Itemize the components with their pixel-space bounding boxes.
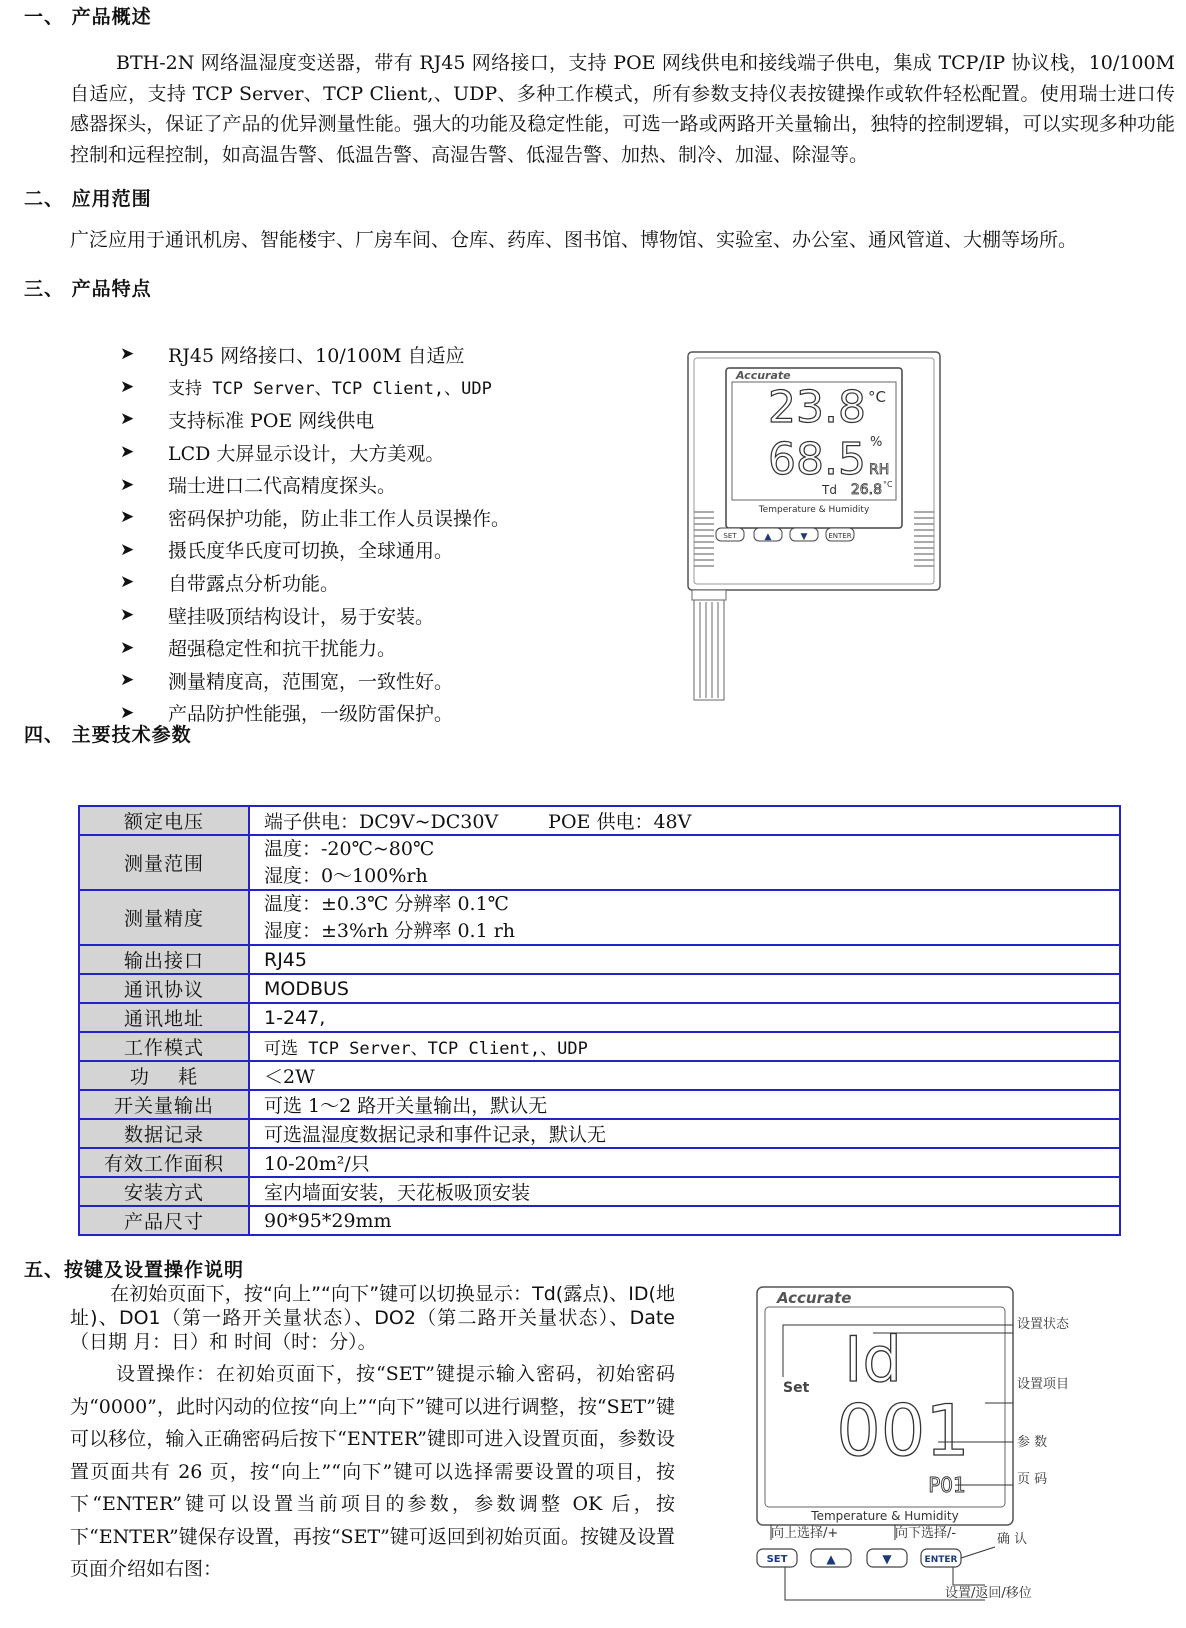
spec-key: 数据记录 (79, 1119, 249, 1148)
spec-value: 可选 TCP Server、TCP Client,、UDP (249, 1032, 1120, 1061)
label-confirm: 确 认 (997, 1532, 1028, 1547)
spec-value: 10-20m²/只 (249, 1148, 1120, 1177)
set-button[interactable] (716, 528, 744, 541)
humidity-unit-percent: % (870, 435, 883, 450)
label-up: 向上选择/+ (771, 1526, 839, 1541)
spec-key: 通讯协议 (79, 974, 249, 1003)
probe-icon (692, 590, 726, 700)
table-row (79, 945, 1120, 974)
label-setting-item: 设置项目 (1017, 1377, 1070, 1392)
device-front-illustration (680, 350, 950, 720)
table-row (79, 806, 1120, 835)
list-item: ➤ 自带露点分析功能。 (120, 572, 340, 595)
param-display: 001 (836, 1390, 970, 1472)
spec-value: RJ45 (249, 945, 1120, 974)
spec-key: 输出接口 (79, 945, 249, 974)
list-item: ➤ 摄氏度华氏度可切换，全球通用。 (120, 539, 454, 563)
section-5-heading: 五、按键及设置操作说明 (24, 1259, 245, 1281)
spec-value: MODBUS (249, 974, 1120, 1003)
table-row (79, 1177, 1120, 1206)
spec-key: 产品尺寸 (79, 1206, 249, 1235)
up-arrow-icon: ▲ (764, 532, 772, 542)
set-status-label: Set (783, 1380, 810, 1396)
table-row (79, 1119, 1120, 1148)
item-display: Id (844, 1323, 902, 1396)
dewpoint-label: Td (822, 483, 837, 497)
list-item: ➤ 支持 TCP Server、TCP Client,、UDP (120, 376, 492, 400)
device-brand: Accurate (736, 369, 791, 382)
spec-value: 可选 1～2 路开关量输出，默认无 (249, 1090, 1120, 1119)
arrow-bullet-icon: ➤ (120, 637, 135, 658)
temperature-unit: °C (868, 388, 886, 406)
spec-value: 90*95*29mm (249, 1206, 1120, 1235)
svg-text:SET: SET (766, 1554, 788, 1565)
down-button[interactable] (790, 528, 818, 542)
enter-button[interactable] (826, 528, 854, 541)
arrow-bullet-icon: ➤ (120, 344, 135, 365)
arrow-bullet-icon: ➤ (120, 376, 135, 397)
dewpoint-value: 26.8 (850, 482, 882, 498)
table-row (79, 1148, 1120, 1177)
feature-list (120, 338, 510, 729)
spec-key: 安装方式 (79, 1177, 249, 1206)
arrow-bullet-icon: ➤ (120, 409, 135, 430)
arrow-bullet-icon: ➤ (120, 605, 135, 626)
spec-key: 通讯地址 (79, 1003, 249, 1032)
table-row (79, 1003, 1120, 1032)
section-3-heading: 三、 产品特点 (24, 278, 152, 300)
device-caption: Temperature & Humidity (811, 1509, 959, 1523)
spec-table (78, 805, 1121, 1236)
label-page: 页 码 (1017, 1472, 1048, 1487)
svg-text:SET: SET (723, 532, 737, 540)
spec-value: 端子供电：DC9V~DC30V POE 供电：48V (249, 806, 1120, 835)
spec-value: 温度：-20℃~80℃ 湿度：0～100%rh (249, 835, 1120, 890)
list-item: ➤ 壁挂吸顶结构设计，易于安装。 (120, 605, 435, 628)
section-2-text: 广泛应用于通讯机房、智能楼宇、厂房车间、仓库、药库、图书馆、博物馆、实验室、办公室、通风管道、大棚等场所。 (70, 229, 1078, 251)
label-setting-status: 设置状态 (1017, 1317, 1070, 1332)
label-set-back-shift: 设置/返回/移位 (945, 1586, 1032, 1601)
spec-key: 有效工作面积 (79, 1148, 249, 1177)
svg-text:ENTER: ENTER (828, 532, 852, 540)
list-item: ➤ LCD 大屏显示设计，大方美观。 (120, 442, 445, 465)
arrow-bullet-icon: ➤ (120, 442, 135, 463)
arrow-bullet-icon: ➤ (120, 670, 135, 691)
label-down: 向下选择/- (895, 1526, 957, 1541)
list-item: ➤ 密码保护功能，防止非工作人员误操作。 (120, 507, 511, 530)
down-arrow-icon: ▼ (882, 1552, 892, 1566)
temperature-reading: 23.8 (768, 382, 866, 433)
device-brand: Accurate (777, 1289, 852, 1307)
dewpoint-unit: °C (883, 480, 893, 489)
list-item: ➤ 支持标准 POE 网线供电 (120, 409, 375, 432)
up-button[interactable] (811, 1549, 851, 1567)
device-caption: Temperature & Humidity (758, 505, 870, 515)
list-item: ➤ 产品防护性能强，一级防雷保护。 (120, 702, 454, 726)
table-row (79, 1061, 1120, 1090)
svg-text:ENTER: ENTER (924, 1555, 958, 1565)
spec-key: 工作模式 (79, 1032, 249, 1061)
up-arrow-icon: ▲ (826, 1552, 836, 1566)
down-arrow-icon: ▼ (800, 532, 808, 542)
table-row (79, 974, 1120, 1003)
set-button[interactable] (757, 1549, 797, 1567)
list-item: ➤ RJ45 网络接口、10/100M 自适应 (120, 344, 465, 367)
list-item: ➤ 瑞士进口二代高精度探头。 (120, 474, 397, 498)
spec-value: 1-247, (249, 1003, 1120, 1032)
arrow-bullet-icon: ➤ (120, 702, 135, 723)
spec-key: 测量精度 (79, 890, 249, 945)
spec-key: 开关量输出 (79, 1090, 249, 1119)
section-5-paragraph-2: 设置操作：在初始页面下，按“SET”键提示输入密码，初始密码为“0000”，此时闪动的位按“向上”“向下”键可以进行调整，按“SET”键可以移位，输入正确密码后按下“ENTER”键即可进入设置页面，参数设置页面共有 26 页，按“向上”“向下”键可以选择需要设置的项目，按下“ENTER”键可以设置当前项目的参数，参数调整 OK 后，按下“ENTER”键保存设置，再按“SET”键可返回到初始页面。按键及设置页面介绍如右图： (70, 1363, 675, 1580)
arrow-bullet-icon: ➤ (120, 539, 135, 560)
table-row (79, 835, 1120, 890)
spec-key: 额定电压 (79, 806, 249, 835)
spec-key: 测量范围 (79, 835, 249, 890)
spec-value: 室内墙面安装，天花板吸顶安装 (249, 1177, 1120, 1206)
arrow-bullet-icon: ➤ (120, 474, 135, 495)
up-button[interactable] (754, 528, 782, 542)
label-parameter: 参 数 (1017, 1435, 1048, 1450)
table-row (79, 1090, 1120, 1119)
section-4-heading: 四、 主要技术参数 (24, 724, 192, 746)
table-row (79, 1206, 1120, 1235)
enter-button[interactable] (921, 1549, 961, 1567)
spec-value: 温度：±0.3℃ 分辨率 0.1℃ 湿度：±3%rh 分辨率 0.1 rh (249, 890, 1120, 945)
section-1-paragraph (70, 48, 1175, 170)
list-item: ➤ 超强稳定性和抗干扰能力。 (120, 637, 397, 661)
list-item: ➤ 测量精度高，范围宽，一致性好。 (120, 670, 454, 693)
arrow-bullet-icon: ➤ (120, 507, 135, 528)
arrow-bullet-icon: ➤ (120, 572, 135, 593)
page-display: P01 (928, 1473, 966, 1497)
table-row (79, 890, 1120, 945)
section-2-heading: 二、 应用范围 (24, 188, 152, 210)
table-row (79, 1032, 1120, 1061)
humidity-unit-rh: RH (869, 462, 890, 478)
spec-key: 功 耗 (79, 1061, 249, 1090)
section-1-text: BTH-2N 网络温湿度变送器，带有 RJ45 网络接口，支持 POE 网线供电和接线端子供电，集成 TCP/IP 协议栈，10/100M 自适应，支持 TCP Server、TCP Client,、UDP、多种工作模式，所有参数支持仪表按键操作或软件轻松配置。使用瑞士进口传感器探头，保证了产品的优异测量性能。强大的功能及稳定性能，可选一路或两路开关量输出，独特的控制逻辑，可以实现多种功能控制和远程控制，如高温告警、低温告警、高湿告警、低湿告警、加热、制冷、加湿、除湿等。 (70, 52, 1175, 166)
spec-value: 可选温湿度数据记录和事件记录，默认无 (249, 1119, 1120, 1148)
down-button[interactable] (867, 1549, 907, 1567)
spec-value: ＜2W (249, 1061, 1120, 1090)
section-1-heading: 一、 产品概述 (24, 6, 152, 28)
section-5-paragraph-1: 在初始页面下，按“向上”“向下”键可以切换显示：Td(露点)、ID(地址)、DO1（第一路开关量状态）、DO2（第二路开关量状态）、Date（日期 月：日）和 时间（时：分）。 (70, 1283, 675, 1353)
humidity-reading: 68.5 (768, 434, 866, 485)
device-settings-diagram (755, 1285, 1165, 1605)
